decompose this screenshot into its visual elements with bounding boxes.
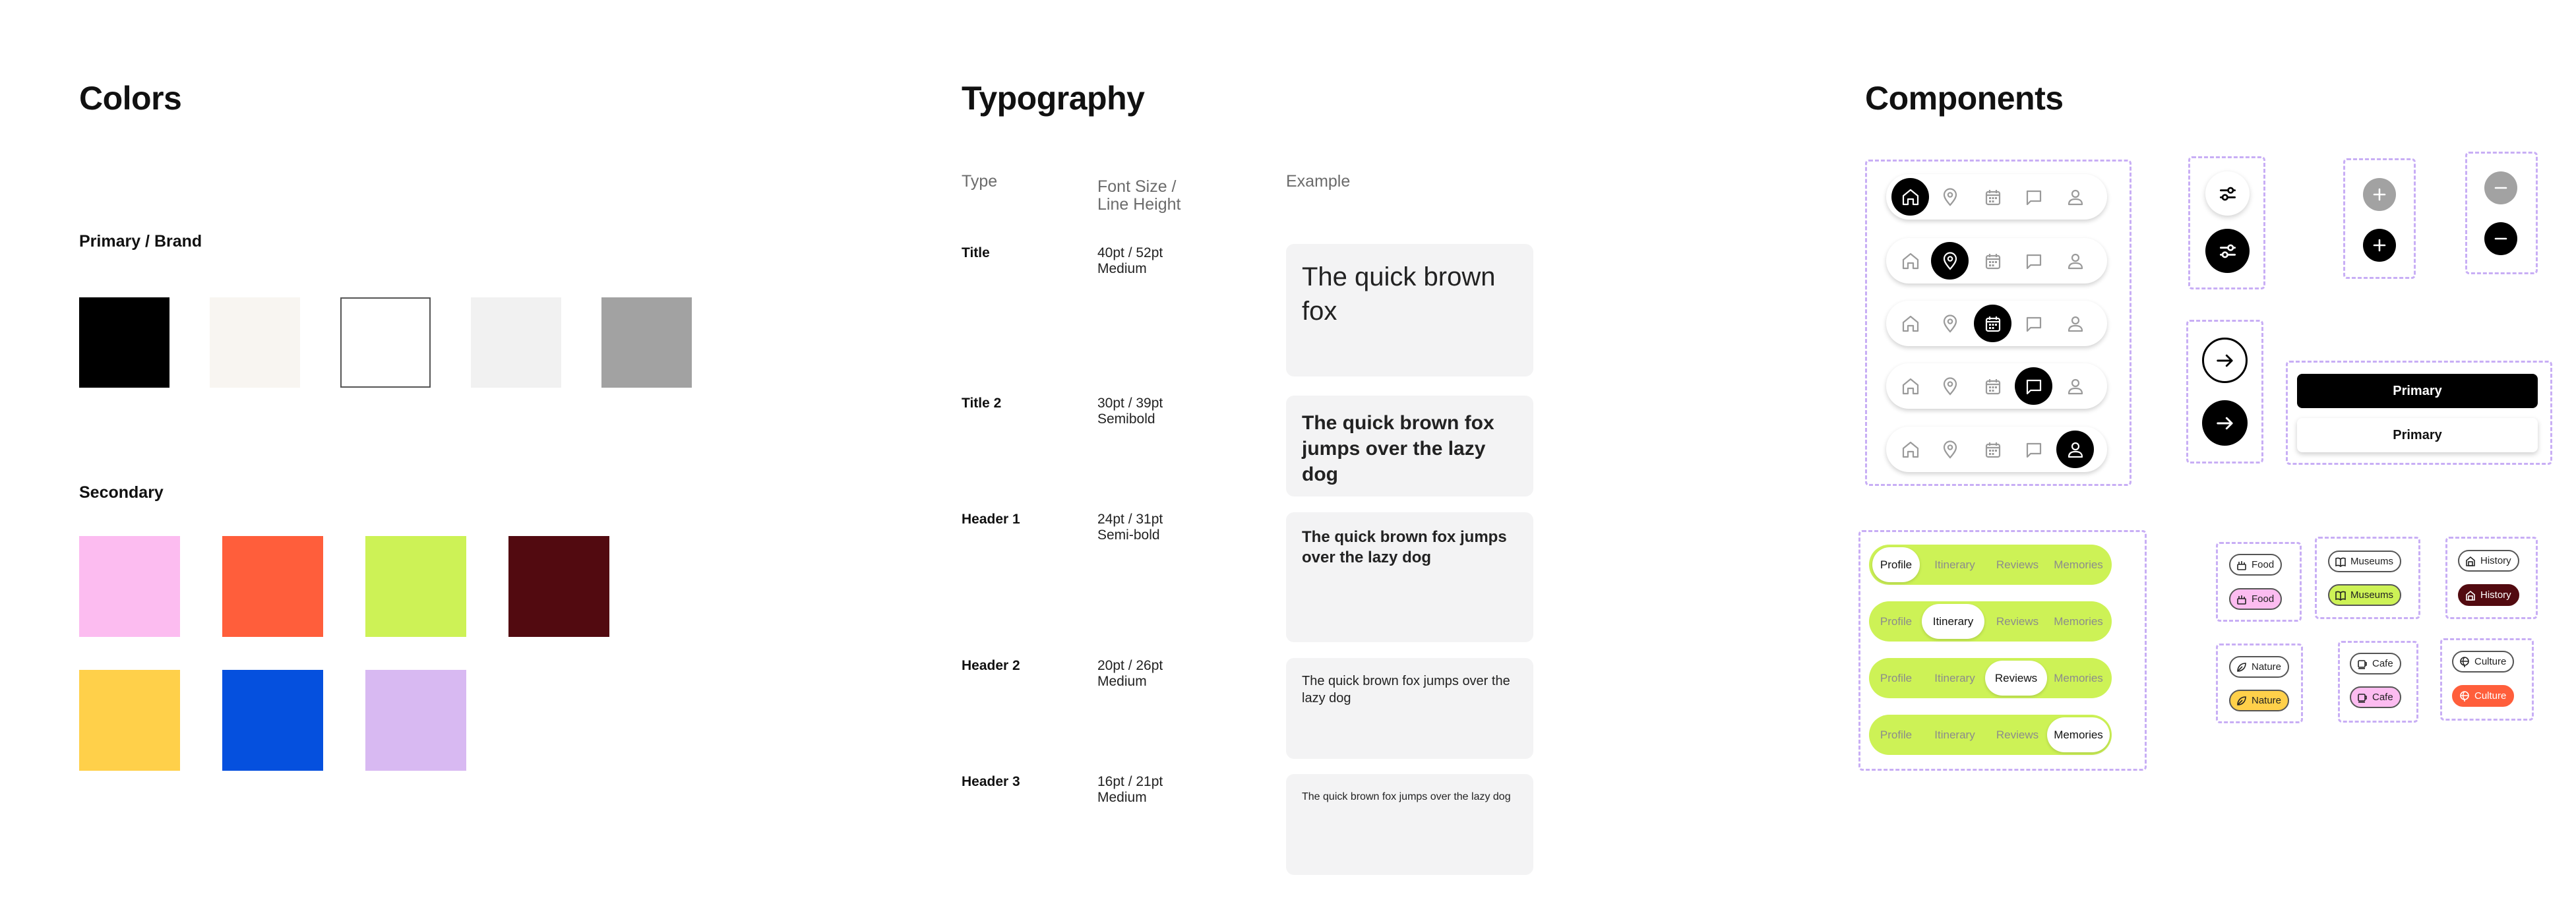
- chip-food[interactable]: Food: [2229, 554, 2282, 576]
- minus-button-disabled[interactable]: [2484, 171, 2517, 204]
- home-icon[interactable]: [1891, 178, 1929, 216]
- swatch-cream: [210, 297, 300, 388]
- type-name-header-3: Header 3: [962, 774, 1020, 789]
- profile-icon[interactable]: [2056, 367, 2094, 405]
- tab-itinerary[interactable]: Itinerary: [1934, 558, 1975, 571]
- location-pin-icon[interactable]: [1931, 431, 1969, 468]
- components-title: Components: [1865, 80, 2064, 117]
- history-icon: [2465, 589, 2476, 601]
- tab-profile[interactable]: Profile: [1880, 614, 1913, 628]
- col-header-type: Type: [962, 172, 998, 191]
- example-header-2: The quick brown fox jumps over the lazy dog: [1286, 658, 1533, 759]
- book-icon: [2335, 589, 2346, 601]
- tab-memories[interactable]: Memories: [2054, 671, 2103, 684]
- swatch-orange: [222, 536, 323, 637]
- minus-button-frame: [2465, 152, 2538, 274]
- location-pin-icon[interactable]: [1931, 242, 1969, 280]
- plus-icon: [2371, 237, 2388, 254]
- home-icon[interactable]: [1891, 367, 1929, 405]
- chip-culture-selected[interactable]: Culture: [2452, 685, 2514, 707]
- leaf-icon: [2236, 695, 2248, 707]
- tab-reviews[interactable]: Reviews: [1996, 558, 2039, 571]
- type-size-header-3: 16pt / 21pt Medium: [1097, 774, 1163, 805]
- swatch-white: [340, 297, 431, 388]
- type-size-title: 40pt / 52pt Medium: [1097, 245, 1163, 276]
- type-name-title-2: Title 2: [962, 396, 1002, 411]
- coffee-cup-icon: [2356, 692, 2368, 703]
- calendar-icon[interactable]: [1974, 242, 2011, 280]
- swatch-light-gray: [471, 297, 561, 388]
- arrow-right-icon: [2213, 349, 2237, 373]
- nav-bar-chat-active: [1886, 363, 2107, 409]
- history-icon: [2465, 555, 2476, 567]
- coffee-cup-icon: [2356, 658, 2368, 670]
- primary-button-dark[interactable]: Primary: [2297, 374, 2538, 408]
- location-pin-icon[interactable]: [1931, 305, 1969, 342]
- swatch-blue: [222, 670, 323, 771]
- example-title-2: The quick brown fox jumps over the lazy dog: [1286, 396, 1533, 496]
- chip-museums-frame: [2315, 537, 2420, 619]
- tab-memories[interactable]: Memories: [2054, 614, 2103, 628]
- sliders-icon: [2217, 240, 2239, 262]
- minus-icon: [2492, 179, 2509, 196]
- chip-history-frame: [2445, 537, 2538, 619]
- nav-bar-profile-active: [1886, 427, 2107, 472]
- chat-icon[interactable]: [2015, 305, 2052, 342]
- tab-bar-memories-active: [1869, 715, 2112, 755]
- profile-icon[interactable]: [2056, 178, 2094, 216]
- filter-button-dark[interactable]: [2205, 229, 2250, 273]
- type-name-header-1: Header 1: [962, 512, 1020, 527]
- example-header-3: The quick brown fox jumps over the lazy dog: [1286, 774, 1533, 875]
- home-icon[interactable]: [1891, 305, 1929, 342]
- col-header-example: Example: [1286, 172, 1351, 191]
- chip-cafe-selected[interactable]: Cafe: [2350, 686, 2401, 708]
- book-icon: [2335, 556, 2346, 568]
- primary-button-light[interactable]: Primary: [2297, 418, 2538, 452]
- swatch-yellow: [79, 670, 180, 771]
- nav-bar-home-active: [1886, 174, 2107, 220]
- tab-reviews[interactable]: Reviews: [1996, 614, 2039, 628]
- chip-museums[interactable]: Museums: [2328, 551, 2401, 572]
- col-header-size: Font Size / Line Height: [1097, 177, 1181, 214]
- swatch-pink: [79, 536, 180, 637]
- type-size-header-1: 24pt / 31pt Semi-bold: [1097, 512, 1163, 543]
- chip-food-selected[interactable]: Food: [2229, 588, 2282, 610]
- example-header-1: The quick brown fox jumps over the lazy dog: [1286, 512, 1533, 642]
- tab-bar-reviews-active: [1869, 658, 2112, 698]
- globe-icon: [2459, 656, 2470, 668]
- chip-history-selected[interactable]: History: [2458, 584, 2519, 606]
- filter-button-light[interactable]: [2205, 171, 2250, 216]
- swatch-black: [79, 297, 169, 388]
- chip-culture[interactable]: Culture: [2452, 651, 2514, 673]
- example-title: The quick brown fox: [1286, 244, 1533, 376]
- chip-nature[interactable]: Nature: [2229, 656, 2289, 678]
- tab-profile[interactable]: Profile: [1880, 671, 1913, 684]
- profile-icon[interactable]: [2056, 305, 2094, 342]
- chip-museums-selected[interactable]: Museums: [2328, 584, 2401, 606]
- swatch-lavender: [365, 670, 466, 771]
- chat-icon[interactable]: [2015, 178, 2052, 216]
- nav-bar-calendar-active: [1886, 301, 2107, 346]
- tab-memories[interactable]: Memories: [2054, 558, 2103, 571]
- swatch-maroon: [508, 536, 609, 637]
- home-icon[interactable]: [1891, 431, 1929, 468]
- arrow-button-outline[interactable]: [2202, 338, 2248, 383]
- nav-bar-location-active: [1886, 238, 2107, 284]
- location-pin-icon[interactable]: [1931, 367, 1969, 405]
- tab-profile[interactable]: Profile: [1872, 547, 1920, 582]
- tab-reviews[interactable]: Reviews: [1996, 728, 2039, 741]
- type-size-header-2: 20pt / 26pt Medium: [1097, 658, 1163, 689]
- type-name-title: Title: [962, 245, 990, 260]
- calendar-icon[interactable]: [1974, 305, 2011, 342]
- type-name-header-2: Header 2: [962, 658, 1020, 673]
- calendar-icon[interactable]: [1974, 178, 2011, 216]
- tab-reviews[interactable]: Reviews: [1985, 661, 2047, 696]
- food-icon: [2236, 559, 2248, 571]
- globe-icon: [2459, 690, 2470, 702]
- tab-itinerary[interactable]: Itinerary: [1934, 728, 1975, 741]
- tab-profile[interactable]: Profile: [1880, 728, 1913, 741]
- chat-icon[interactable]: [2015, 431, 2052, 468]
- swatch-gray: [601, 297, 692, 388]
- chip-nature-selected[interactable]: Nature: [2229, 690, 2289, 711]
- arrow-right-icon: [2213, 411, 2237, 435]
- secondary-label: Secondary: [79, 483, 164, 502]
- sliders-icon: [2217, 183, 2239, 205]
- profile-icon[interactable]: [2056, 242, 2094, 280]
- chat-icon[interactable]: [2015, 242, 2052, 280]
- plus-icon: [2371, 186, 2388, 203]
- tab-bar-itinerary-active: [1869, 601, 2112, 642]
- type-size-title-2: 30pt / 39pt Semibold: [1097, 396, 1163, 427]
- tab-memories[interactable]: Memories: [2047, 717, 2110, 752]
- leaf-icon: [2236, 661, 2248, 673]
- minus-icon: [2492, 230, 2509, 247]
- minus-button[interactable]: [2484, 222, 2517, 255]
- typography-title: Typography: [962, 80, 1145, 117]
- calendar-icon[interactable]: [1974, 367, 2011, 405]
- tab-itinerary[interactable]: Itinerary: [1922, 604, 1984, 639]
- food-icon: [2236, 593, 2248, 605]
- primary-brand-label: Primary / Brand: [79, 232, 202, 251]
- chip-history[interactable]: History: [2458, 550, 2519, 572]
- home-icon[interactable]: [1891, 242, 1929, 280]
- profile-icon[interactable]: [2056, 431, 2094, 468]
- location-pin-icon[interactable]: [1931, 178, 1969, 216]
- arrow-button-filled[interactable]: [2202, 400, 2248, 446]
- calendar-icon[interactable]: [1974, 431, 2011, 468]
- swatch-lime: [365, 536, 466, 637]
- chip-cafe[interactable]: Cafe: [2350, 653, 2401, 674]
- chat-icon[interactable]: [2015, 367, 2052, 405]
- tab-bar-profile-active: [1869, 545, 2112, 585]
- tab-itinerary[interactable]: Itinerary: [1934, 671, 1975, 684]
- plus-button[interactable]: [2363, 229, 2396, 262]
- colors-title: Colors: [79, 80, 182, 117]
- plus-button-disabled[interactable]: [2363, 178, 2396, 211]
